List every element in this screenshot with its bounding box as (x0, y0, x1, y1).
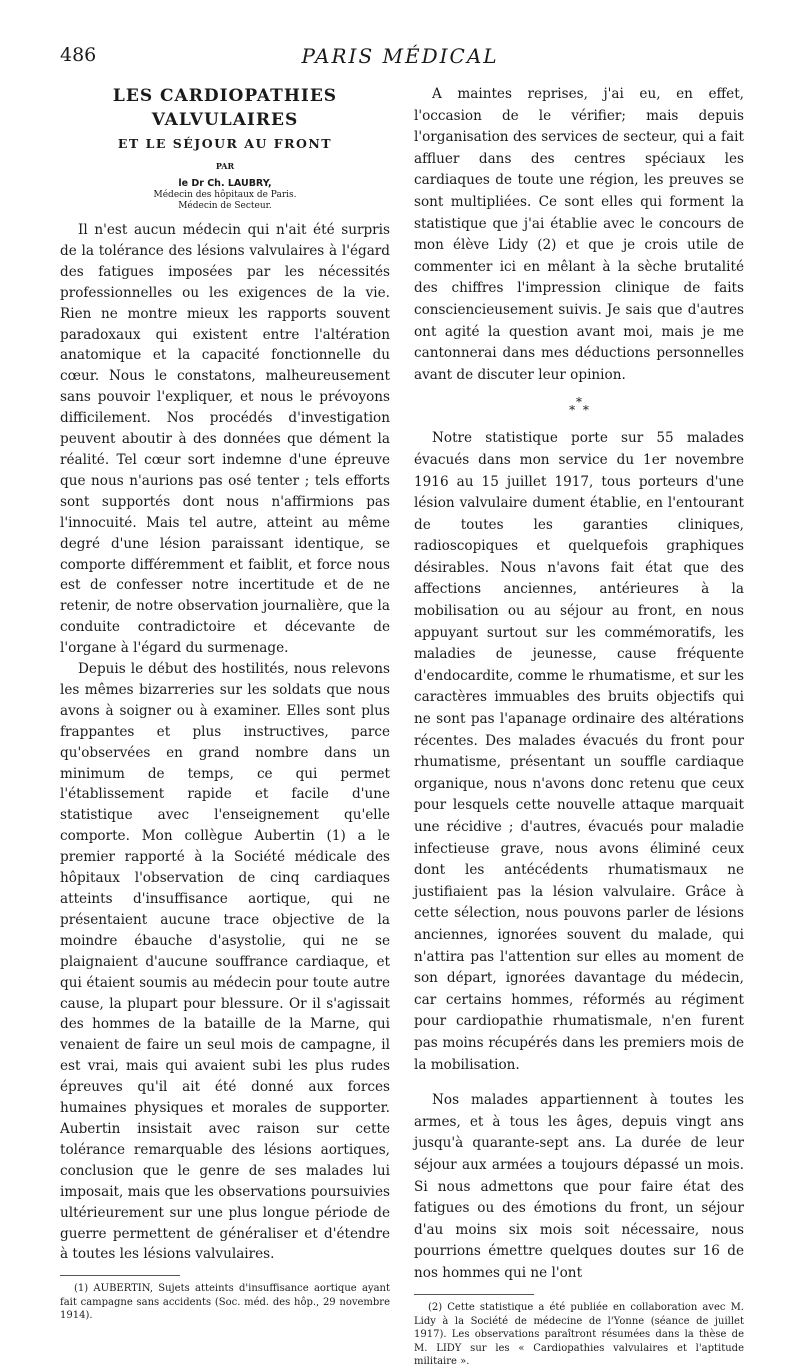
asterism-star-top: * (576, 395, 582, 410)
body-paragraph: Notre statistique porte sur 55 malades évacués dans mon service du 1er novembre 1916 au 15 juillet 1917, tous porteurs d'une lésion valvulaire dument établie, en l'entourant de toutes les garanties cliniques, radioscopiques et quelquefois graphiques désirables. Nous n'avons fait état que des affections anciennes, antérieures à la mobilisation ou au séjour au front, en nous appuyant surtout sur les commémoratifs, les maladies de jeunesse, cause fréquente d'endocardite, comme le rhumatisme, et sur les caractères immuables des bruits objectifs qui ne sont pas l'apanage ordinaire des altérations récentes. Des malades évacués du front pour rhumatisme, présentant un souffle cardiaque organique, nous n'avons donc retenu que ceux pour lesquels cette nouvelle attaque marquait une récidive ; d'autres, évacués pour maladie infectieuse grave, nous avons éliminé ceux dont les antécédents rhumatismaux ne justifiaient pas la lésion valvulaire. Grâce à cette sélection, nous pouvons parler de lésions anciennes, ignorées souvent du malade, qui n'attira pas l'attention sur elles au moment de son départ, ignorées davantage du médecin, car certains hommes, réformés au régiment pour cardiopathie rhumatismale, n'en furent pas moins récupérés dans les premiers mois de la mobilisation. (414, 430, 744, 1073)
body-paragraph: A maintes reprises, j'ai eu, en effet, l'occasion de le vérifier; mais depuis l'organisation des services de secteur, qui a fait affluer dans des centres spéciaux les cardiaques de toute une région, les preuves se sont multipliées. Ce sont elles qui forment la statistique que j'ai établie avec le concours de mon élève Lidy (2) et que je crois utile de commenter ici en mêlant à la sèche brutalité des chiffres l'impression clinique de faits consciencieusement suivis. Je sais que d'autres ont agité la question avant moi, mais je me cantonnerai dans mes déductions personnelles avant de discuter leur opinion. (414, 86, 744, 383)
asterism-star-right: * (582, 403, 589, 418)
article-title (60, 84, 390, 132)
section-separator-asterism (414, 395, 744, 418)
author-affiliation-1: Médecin des hôpitaux de Paris. (153, 190, 297, 200)
body-paragraph: Nos malades appartiennent à toutes les armes, et à tous les âges, depuis vingt ans jusqu'à quarante-sept ans. La durée de leur séjour aux armées a toujours dépassé un mois. Si nous admettons que pour faire état des fatigues ou des émotions du front, un séjour d'au moins six mois soit nécessaire, nous pourrions émettre quelques doutes sur 16 de nos hommes qui ne l'ont (414, 1092, 744, 1281)
byline-par: PAR (215, 161, 235, 171)
page-header (60, 44, 740, 76)
title-line-1: LES CARDIOPATHIES (112, 86, 338, 106)
running-head: PARIS MÉDICAL (301, 44, 499, 68)
page-number: 486 (60, 44, 97, 66)
asterism-star-left: * (569, 403, 576, 418)
footnote-2: (2) Cette statistique a été publiée en collaboration avec M. Lidy à la Société de médecine de l'Yonne (séance de juillet 1917). Les observations paraîtront résumées dans la thèse de M. LIDY sur les « Cardiopathies valvulaires et l'aptitude militaire ». (414, 1302, 744, 1368)
left-column (60, 84, 390, 1323)
body-paragraph: Il n'est aucun médecin qui n'ait été surpris de la tolérance des lésions valvulaires à l'égard des fatigues imposées par les nécessités professionnelles ou les exigences de la vie. Rien ne montre mieux les rapports souvent paradoxaux qui existent entre l'altération anatomique et la capacité fonctionnelle du cœur. Nous le constatons, malheureusement sans pouvoir l'expliquer, et nous le prévoyons difficilement. Nos procédés d'investigation peuvent aboutir à des données que dément la réalité. Tel cœur sort indemne d'une épreuve que nous n'aurions pas osé tenter ; tels efforts sont supportés dont nous n'affirmions pas l'innocuité. Mais tel autre, atteint au même degré d'une lésion paraissant identique, se comporte différemment et faiblit, et force nous est de confesser notre incertitude et de ne retenir, de notre observation journalière, que la conduite contradictoire et décevante de l'organe à l'égard du surmenage. (60, 222, 390, 657)
body-paragraph: Depuis le début des hostilités, nous relevons les mêmes bizarreries sur les soldats que nous avons à soigner ou à examiner. Elles sont plus frappantes et plus instructives, parce qu'observées en grand nombre dans un minimum de temps, ce qui permet l'établissement rapide et facile d'une statistique avec l'enseignement qu'elle comporte. Mon collègue Aubertin (1) a le premier rapporté à la Société médicale des hôpitaux l'observation de cinq cardiaques atteints d'insuffisance aortique, qui ne présentaient aucune trace objective de la moindre ébauche d'asystolie, qui ne se plaignaient d'aucune souffrance cardiaque, et qui étaient soumis au médecin pour toute autre cause, la plupart pour blessure. Or il s'agissait des hommes de la bataille de la Marne, qui venaient de faire un seul mois de campagne, il est vrai, mais qui avaient subi les plus rudes épreuves qu'il ait été donné aux forces humaines physiques et morales de supporter. Aubertin insistait avec raison sur cette tolérance remarquable des lésions aortiques, conclusion que le genre de ses malades lui imposait, mais que les observations poursuivies ultérieurement sur une plus longue période de guerre permettent de généraliser et d'étendre à toutes les lésions valvulaires. (60, 661, 390, 1263)
right-column (414, 84, 744, 1369)
author-affiliation-2: Médecin de Secteur. (178, 201, 272, 211)
article-subtitle: ET LE SÉJOUR AU FRONT (117, 136, 333, 151)
footnote-divider (60, 1275, 180, 1276)
footnote-divider (414, 1294, 534, 1295)
footnote-1: (1) AUBERTIN, Sujets atteints d'insuffisance aortique ayant fait campagne sans accidents (Soc. méd. des hôp., 29 novembre 1914). (60, 1283, 390, 1322)
author-name: le Dr Ch. LAUBRY, (178, 178, 272, 189)
title-line-2: VALVULAIRES (151, 110, 299, 130)
